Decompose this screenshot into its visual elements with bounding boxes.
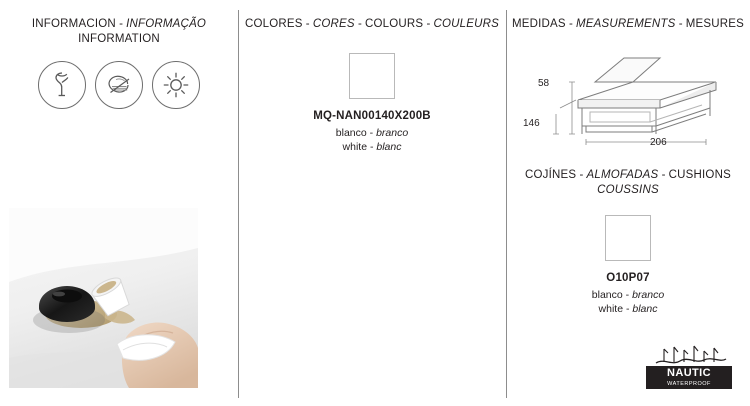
information-heading-pt: INFORMAÇÃO [126, 18, 207, 30]
colors-heading-en: COLOURS [364, 18, 424, 30]
heading-separator: - [565, 18, 576, 30]
cushion-name [506, 288, 750, 316]
name-separator: - [623, 303, 633, 315]
cushion-swatch-white [605, 215, 651, 261]
measurements-column [506, 0, 750, 406]
cushion-swatch-block [506, 215, 750, 316]
colors-heading-es: COLORES [244, 18, 303, 30]
cushion-name-pt: branco [632, 289, 665, 301]
colors-column [238, 0, 506, 406]
measurements-heading-es: MEDIDAS [511, 18, 566, 30]
color-name [238, 126, 506, 154]
cushions-heading-es: COJÍNES [525, 169, 577, 181]
cushions-heading [506, 168, 750, 198]
no-bleach-icon [95, 61, 143, 109]
cushions-heading-en: CUSHIONS [668, 169, 731, 181]
heading-separator: - [576, 169, 587, 181]
color-name-es: blanco [335, 127, 367, 139]
care-icon-row [0, 61, 238, 109]
measurements-heading-en: MESURES [685, 18, 745, 30]
cushion-name-fr: blanc [632, 303, 658, 315]
measurements-heading-pt: MEASUREMENTS [575, 18, 676, 30]
cleaning-photo [9, 208, 198, 388]
information-column [0, 0, 238, 406]
information-heading-es: INFORMACION [31, 18, 116, 30]
colors-heading-fr: COULEURS [433, 18, 500, 30]
name-separator: - [367, 141, 377, 153]
column-divider-1 [238, 10, 239, 398]
color-name-en: white [342, 141, 368, 153]
cushions-heading-fr: COUSSINS [597, 184, 659, 196]
color-name-pt: branco [376, 127, 409, 139]
information-heading-en: INFORMATION [78, 33, 160, 45]
color-swatch-block [238, 53, 506, 154]
color-swatch-white [349, 53, 395, 99]
heading-separator: - [658, 169, 669, 181]
colors-heading-pt: CORES [312, 18, 355, 30]
heading-separator: - [675, 18, 686, 30]
measurements-heading [506, 17, 750, 32]
no-iron-icon [38, 61, 86, 109]
cushions-heading-pt: ALMOFADAS [586, 169, 659, 181]
nautic-badge-title: NAUTIC [646, 366, 732, 380]
dimension-length: 206 [650, 137, 667, 148]
name-separator: - [622, 289, 633, 301]
dimension-height: 58 [538, 78, 550, 89]
heading-separator: - [302, 18, 313, 30]
information-heading [0, 17, 238, 47]
wave-icon [646, 344, 732, 366]
cushion-code: O10P07 [606, 272, 650, 284]
cushion-name-en: white [598, 303, 624, 315]
heading-separator: - [115, 18, 127, 30]
colors-heading [238, 17, 506, 32]
nautic-badge-subtitle: WATERPROOF [646, 380, 732, 389]
color-code: MQ-NAN00140X200B [313, 110, 431, 122]
cushion-name-es: blanco [591, 289, 623, 301]
heading-separator: - [354, 18, 365, 30]
name-separator: - [366, 127, 377, 139]
product-dimension-drawing [520, 38, 736, 150]
sun-resistant-icon [152, 61, 200, 109]
dimension-width: 146 [523, 118, 540, 129]
nautic-waterproof-badge [646, 344, 732, 389]
color-name-fr: blanc [376, 141, 402, 153]
heading-separator: - [423, 18, 434, 30]
column-divider-2 [506, 10, 507, 398]
